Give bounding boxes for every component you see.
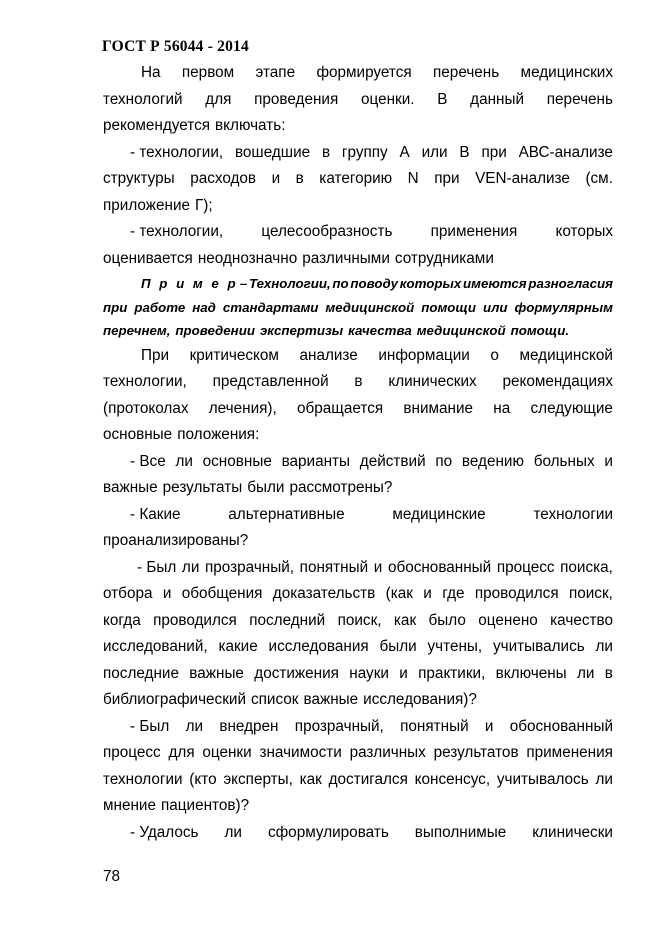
word: понятный (400, 717, 469, 735)
word: имеются (463, 276, 527, 291)
word: (кто (189, 770, 217, 788)
word: ли (595, 638, 613, 655)
word: - Все (130, 452, 166, 470)
word: ли (175, 452, 193, 470)
word: этапе (255, 64, 296, 81)
text-line (103, 246, 613, 273)
word: проводился (153, 611, 237, 629)
word: когда (103, 611, 141, 629)
word: критическом (189, 346, 279, 364)
text-line (103, 608, 613, 635)
word: формируется (316, 64, 412, 81)
word: анализе (299, 346, 358, 364)
word: и (373, 558, 383, 576)
word: данный (470, 90, 525, 108)
word: альтернативные (228, 505, 345, 523)
list-item-line (103, 820, 613, 847)
word: действий (359, 452, 426, 470)
word: вошедшие (234, 143, 311, 161)
word: список (251, 691, 299, 708)
list-item-line (103, 502, 613, 529)
word: основные (202, 452, 272, 470)
word: и (604, 452, 613, 470)
word: или (482, 299, 508, 315)
text-line (103, 396, 613, 423)
text-line (103, 528, 613, 555)
word: представленной (212, 373, 329, 390)
word: учитывались (492, 638, 585, 655)
list-item-line (103, 714, 613, 741)
word: последний (249, 611, 326, 629)
word: ли (185, 717, 204, 735)
word: какие (218, 638, 258, 655)
word: перечнем, (103, 323, 171, 338)
word: медицинской (416, 323, 506, 338)
word: рассмотрены? (289, 479, 393, 496)
word: группу (341, 143, 388, 161)
word: проведении (175, 323, 255, 338)
word: В (437, 90, 448, 108)
word: - Был (137, 558, 177, 576)
word: основные (103, 426, 173, 443)
text-line (103, 661, 613, 688)
word: важные (303, 691, 359, 708)
document-header: ГОСТ Р 56044 - 2014 (102, 38, 249, 55)
word: поиска, (560, 558, 613, 576)
word: помощи (421, 299, 476, 315)
word: для (168, 744, 195, 761)
word: исследований, (103, 638, 208, 655)
word: разногласия (528, 276, 613, 291)
text-line (103, 422, 613, 449)
word: в (354, 373, 363, 390)
word: проанализированы? (103, 532, 249, 549)
word: положения: (177, 426, 260, 443)
word: варианты (281, 452, 351, 470)
word: – (239, 276, 248, 291)
word: оценено (478, 611, 538, 629)
word: включать: (215, 117, 286, 134)
text-line (103, 740, 613, 767)
word: (протоколах (103, 399, 189, 417)
text-line (103, 87, 613, 114)
word: целесообразность (261, 223, 393, 240)
word: понятный (299, 558, 369, 576)
word: первом (181, 64, 235, 81)
word: эксперты, (223, 770, 293, 788)
word: включены (495, 664, 567, 682)
word: медицинской (519, 346, 613, 364)
text-line (103, 369, 613, 396)
word: медицинской (325, 299, 415, 315)
word: при (434, 170, 460, 187)
word: ведению (461, 452, 524, 470)
word: (см. (585, 170, 613, 187)
word: технологии (103, 770, 183, 788)
word: обобщения (181, 585, 263, 602)
list-item-line (103, 140, 613, 167)
list-item-line (103, 219, 613, 246)
word: мнение (103, 797, 156, 814)
word: сформулировать (267, 823, 389, 841)
word: ли (576, 664, 595, 682)
word: формулярным (514, 299, 613, 315)
word: неоднозначно (197, 249, 298, 267)
word: которых (555, 223, 613, 240)
word: применения (526, 744, 613, 761)
word: следующие (530, 399, 613, 417)
word: технологий (103, 90, 183, 108)
word: как (299, 770, 322, 788)
word: поводу (350, 276, 399, 291)
page-number: 78 (103, 868, 121, 885)
word: и (162, 585, 172, 602)
word: ли (181, 558, 200, 576)
text-line (103, 343, 613, 370)
text-line (103, 687, 613, 714)
word: и (399, 664, 408, 682)
word: перечень (433, 64, 500, 81)
word: в (321, 143, 331, 161)
word: доказательств (272, 585, 376, 602)
word: консенсус, (414, 770, 491, 788)
word: при (103, 299, 128, 315)
word: по (332, 276, 349, 291)
word: библиографический (103, 691, 246, 708)
word: в (295, 170, 304, 187)
word: различными (302, 249, 390, 267)
word: достигался (328, 770, 408, 788)
word: В (459, 143, 470, 161)
word: поиск, (337, 611, 382, 629)
word: - технологии, (130, 223, 224, 240)
word: и (484, 717, 494, 735)
word: прозрачный, (205, 558, 295, 576)
text-line (103, 60, 613, 87)
word: по (435, 452, 453, 470)
word: отбора (103, 585, 153, 602)
word: на (493, 399, 511, 417)
word: о (490, 346, 499, 364)
word: На (141, 64, 161, 81)
text-line (103, 113, 613, 140)
word: процесс (496, 558, 555, 576)
word: учитывалось (496, 770, 589, 788)
list-item-line (103, 555, 613, 582)
word: сотрудниками (394, 249, 494, 267)
note-line (103, 272, 613, 296)
word: - технологии, (130, 143, 224, 161)
word: учтены, (427, 638, 483, 655)
note-line (103, 296, 613, 320)
word: значимости (259, 744, 342, 761)
word: качества (348, 323, 412, 338)
text-line (103, 166, 613, 193)
word: прозрачный, (294, 717, 384, 735)
word: и (423, 585, 432, 602)
word: для (205, 90, 232, 108)
word: проводился (474, 585, 559, 602)
word: технологии, (103, 373, 187, 390)
text-line (103, 475, 613, 502)
word: медицинские (392, 505, 486, 523)
text-line (103, 767, 613, 794)
word: (как (385, 585, 413, 602)
word: клинически (532, 823, 613, 841)
note-line (103, 319, 613, 343)
word: рекомендациях (502, 373, 613, 390)
word: которых (399, 276, 462, 291)
word: помощи. (510, 323, 570, 338)
word: работе (134, 299, 186, 315)
word: выполнимые (414, 823, 507, 841)
word: обоснованный (387, 558, 492, 576)
word: качество (550, 611, 613, 629)
word: технологии (533, 505, 613, 523)
word: были (379, 638, 417, 655)
word: N (407, 170, 419, 187)
word: экспертизы (259, 323, 344, 338)
word: практики, (418, 664, 486, 682)
word: было (428, 611, 466, 629)
document-body (103, 60, 613, 846)
text-line (103, 634, 613, 661)
text-line (103, 793, 613, 820)
text-line (103, 581, 613, 608)
word: важные (189, 664, 244, 682)
word: А (399, 143, 410, 161)
word: - Удалось (130, 823, 199, 841)
word: оценки (202, 744, 252, 761)
word: перечень (546, 90, 613, 108)
word: клинических (388, 373, 477, 390)
word: при (481, 143, 507, 161)
note-label: П р и м е р (141, 276, 239, 291)
word: внедрен (219, 717, 279, 735)
word: проведения (254, 90, 339, 108)
word: результаты (162, 479, 243, 496)
word: стандартами (222, 299, 319, 315)
word: оценивается (103, 249, 193, 267)
word: рекомендуется (103, 117, 211, 134)
word: результатов (433, 744, 519, 761)
word: лечения), (208, 399, 277, 417)
word: были (247, 479, 285, 496)
word: исследования)? (363, 691, 477, 708)
word: АВС-анализе (518, 143, 613, 161)
word: ли (224, 823, 242, 841)
word: оценки. (360, 90, 415, 108)
word: последние (103, 664, 179, 682)
word: достижения (254, 664, 339, 682)
word: - Был (130, 717, 170, 735)
word: и (271, 170, 281, 187)
word: внимание (403, 399, 474, 417)
word: науки (349, 664, 389, 682)
word: расходов (190, 170, 257, 187)
list-item-line (103, 449, 613, 476)
word: процесс (103, 744, 161, 761)
word: Технологии, (249, 276, 331, 291)
word: исследования (268, 638, 369, 655)
word: ли (595, 770, 613, 788)
word: больных (533, 452, 595, 470)
word: применения (430, 223, 518, 240)
word: VEN-анализе (475, 170, 570, 187)
word: структуры (103, 170, 175, 187)
word: важные (103, 479, 158, 496)
word: или (421, 143, 448, 161)
word: пациентов)? (160, 797, 250, 814)
word: в (604, 664, 613, 682)
word: поиск, (568, 585, 613, 602)
word: информации (378, 346, 470, 364)
word: над (192, 299, 216, 315)
word: где (442, 585, 465, 602)
word: При (141, 346, 170, 364)
word: обоснованный (509, 717, 613, 735)
word: категорию (319, 170, 393, 187)
word: Г); (195, 196, 213, 214)
word: обращается (297, 399, 384, 417)
word: как (393, 611, 417, 629)
word: приложение (103, 196, 191, 214)
text-line (103, 193, 613, 220)
word: - Какие (130, 505, 181, 523)
word: различных (349, 744, 426, 761)
word: медицинских (520, 64, 613, 81)
